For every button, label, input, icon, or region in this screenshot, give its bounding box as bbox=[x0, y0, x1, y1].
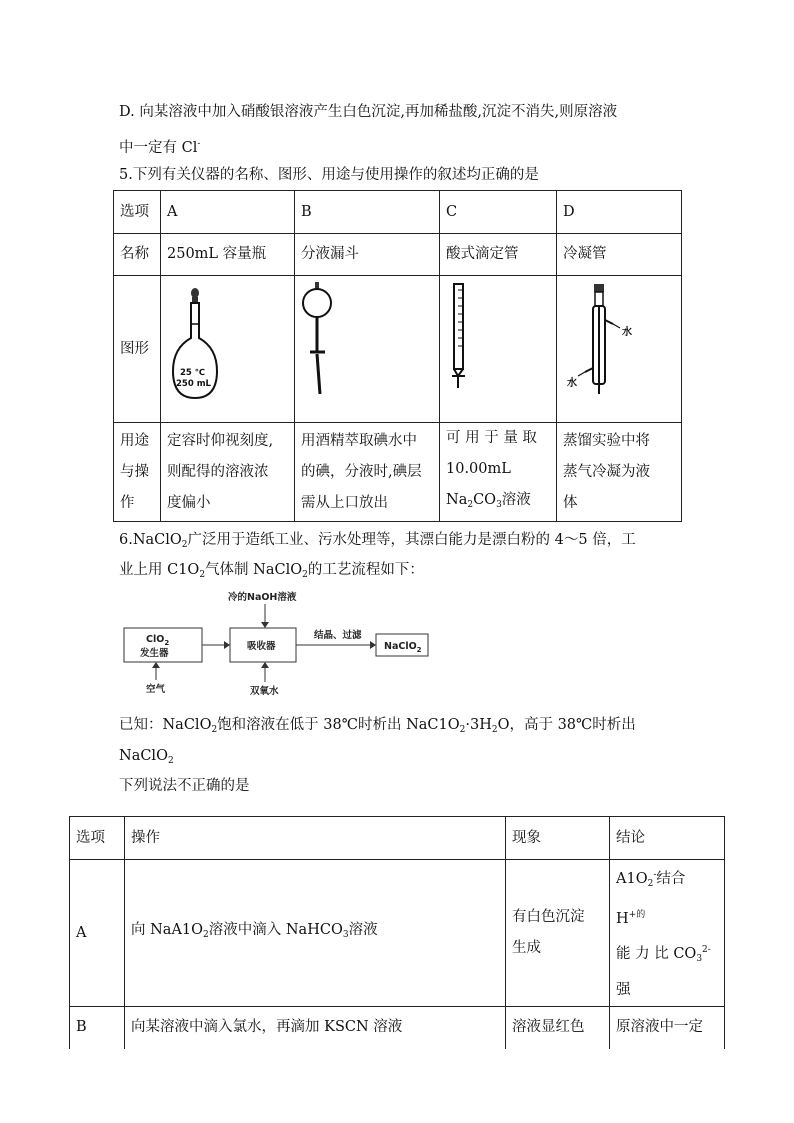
q6-stem-line2: 业上用 $C1O_2$气体制 NaClO$_2$的工艺流程如下： bbox=[119, 562, 424, 580]
condenser-water-out-label: 水 bbox=[622, 327, 632, 338]
q5-row-use bbox=[114, 423, 682, 522]
q5-option-b: B bbox=[295, 191, 440, 234]
flask-volume-label: 250 mL bbox=[176, 379, 211, 389]
q5-row-figure bbox=[114, 276, 682, 423]
condenser-water-in-label: 水 bbox=[567, 378, 577, 389]
q5-option-a: A bbox=[161, 191, 295, 234]
flow-absorber-label: 吸收器 bbox=[247, 641, 276, 652]
exp-header-row bbox=[70, 817, 725, 860]
q6-known-line1: 已知：NaClO$_2$饱和溶液在低于 38℃时析出 $NaC1O_2\cdot 3H_2O$，高于 38℃时析出 bbox=[119, 717, 636, 735]
exp-b-operation: 向某溶液中滴入氯水，再滴加 KSCN 溶液 bbox=[125, 1007, 506, 1049]
flow-air-label: 空气 bbox=[146, 684, 166, 695]
flow-product-label: NaClO$_2$ bbox=[384, 641, 422, 654]
exp-header-option: 选项 bbox=[70, 817, 125, 860]
q5-use-a: 定容时仰视刻度, 则配得的溶液浓 度偏小 bbox=[161, 423, 295, 522]
exp-row-a bbox=[70, 860, 725, 1007]
exp-row-b bbox=[70, 1007, 725, 1049]
exp-a-option: A bbox=[70, 860, 125, 1007]
experiment-table bbox=[69, 816, 725, 1049]
q4-option-d-line1: D. 向某溶液中加入硝酸银溶液产生白色沉淀,再加稀盐酸,沉淀不消失,则原溶液 bbox=[119, 104, 618, 120]
q5-label-option: 选项 bbox=[114, 191, 161, 234]
q5-name-b: 分液漏斗 bbox=[295, 234, 440, 276]
q5-label-figure: 图形 bbox=[114, 276, 161, 423]
q5-use-d: 蒸馏实验中将 蒸气冷凝为液 体 bbox=[557, 423, 682, 522]
q5-use-b: 用酒精萃取碘水中 的碘，分液时,碘层 需从上口放出 bbox=[295, 423, 440, 522]
q5-stem: 5.下列有关仪器的名称、图形、用途与使用操作的叙述均正确的是 bbox=[119, 167, 539, 183]
condenser-icon bbox=[557, 276, 682, 410]
exp-header-conclusion: 结论 bbox=[610, 817, 725, 860]
q5-name-d: 冷凝管 bbox=[557, 234, 682, 276]
q6-stem-line1: 6.NaClO$_2$广泛用于造纸工业、污水处理等，其漂白能力是漂白粉的 4～5 倍，工 bbox=[119, 532, 636, 550]
flow-cold-naoh-label: 冷的NaOH溶液 bbox=[228, 592, 297, 603]
flow-h2o2-label: 双氧水 bbox=[250, 686, 279, 697]
q5-figure-d bbox=[557, 276, 682, 423]
exp-b-phenomenon: 溶液显红色 bbox=[506, 1007, 610, 1049]
q5-use-c: 可 用 于 量 取 10.00mL $Na_2CO_3$溶液 bbox=[440, 423, 557, 522]
q5-name-c: 酸式滴定管 bbox=[440, 234, 557, 276]
exp-header-operation: 操作 bbox=[125, 817, 506, 860]
q5-instrument-table bbox=[113, 190, 682, 522]
flow-crystallize-filter-label: 结晶、过滤 bbox=[314, 630, 362, 641]
exp-header-phenomenon: 现象 bbox=[506, 817, 610, 860]
q5-name-a: 250mL 容量瓶 bbox=[161, 234, 295, 276]
exp-a-conclusion: $A1O_2^-$结合 $H^{+的}$ 能 力 比 $CO_3^{2-}$ 强 bbox=[610, 860, 725, 1007]
exp-a-operation: 向 $NaA1O_2$溶液中滴入 NaHCO$_3$溶液 bbox=[125, 860, 506, 1007]
q6-ask: 下列说法不正确的是 bbox=[119, 778, 250, 794]
flow-clo2-label: ClO$_2$ bbox=[146, 634, 170, 647]
q5-option-c: C bbox=[440, 191, 557, 234]
acid-burette-icon bbox=[440, 276, 557, 410]
q5-label-name: 名称 bbox=[114, 234, 161, 276]
naclo2-process-flow-diagram bbox=[120, 588, 460, 700]
q4-option-d-line2: 中一定有 Cl- bbox=[119, 139, 201, 156]
exp-b-option: B bbox=[70, 1007, 125, 1049]
q6-known-line2: NaClO$_2$ bbox=[119, 748, 174, 766]
flow-generator-label: 发生器 bbox=[140, 648, 169, 659]
q5-figure-c bbox=[440, 276, 557, 423]
exp-b-conclusion: 原溶液中一定 bbox=[610, 1007, 725, 1049]
q5-figure-a bbox=[161, 276, 295, 423]
separatory-funnel-icon bbox=[295, 276, 440, 410]
q5-figure-b bbox=[295, 276, 440, 423]
exp-a-phenomenon: 有白色沉淀 生成 bbox=[506, 860, 610, 1007]
q5-label-use: 用途 与操 作 bbox=[114, 423, 161, 522]
q5-row-name bbox=[114, 234, 682, 276]
volumetric-flask-icon bbox=[161, 276, 295, 410]
flask-temp-label: 25 ℃ bbox=[180, 368, 206, 378]
q5-option-d: D bbox=[557, 191, 682, 234]
q5-row-option bbox=[114, 191, 682, 234]
